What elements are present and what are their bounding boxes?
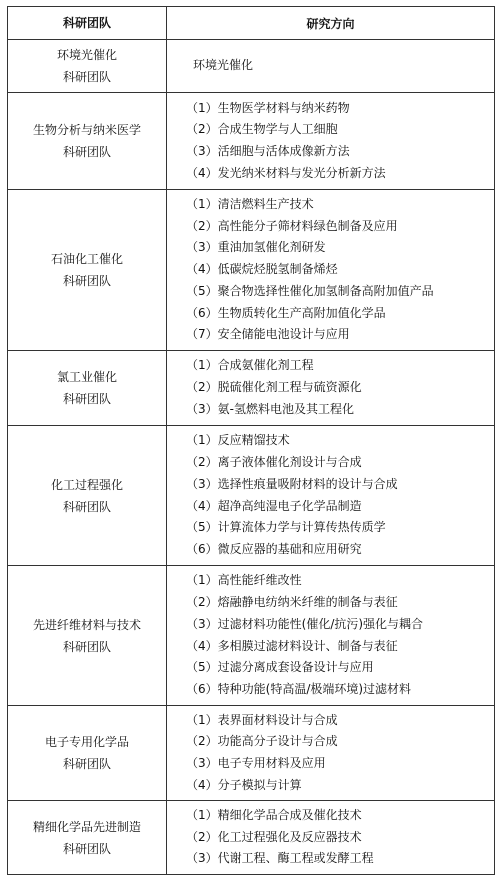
direction-cell [167,190,494,350]
direction-item: （2）合成生物学与人工细胞 [186,122,338,137]
team-name-line: 科研团队 [62,757,111,771]
direction-item: 环境光催化 [193,58,254,73]
team-name-cell [8,706,167,800]
team-name-line: 科研团队 [62,639,111,654]
direction-item: （2）化工过程强化及反应器技术 [186,829,362,844]
team-name-line: 环境光催化 [56,48,117,62]
direction-item: （4）多相膜过滤材料设计、制备与表征 [186,638,398,653]
direction-cell [167,706,494,800]
direction-item: （4）超净高纯湿电子化学品制造 [186,498,362,513]
direction-cell [167,93,494,189]
direction-item: （5）聚合物选择性催化加氢制备高附加值产品 [186,283,434,298]
table-row [8,425,494,565]
direction-item: （2）离子液体催化剂设计与合成 [186,455,362,470]
direction-item: （1）合成氨催化剂工程 [186,358,314,373]
team-name-line: 电子专用化学品 [44,735,129,749]
direction-item: （1）清洁燃料生产技术 [186,197,314,212]
direction-item: （4）分子模拟与计算 [186,777,302,792]
direction-item: （1）生物医学材料与纳米药物 [186,100,350,115]
team-name-cell [8,190,167,350]
team-name-line: 科研团队 [62,274,111,288]
header-direction: 研究方向 [306,16,355,31]
direction-item: （6）生物质转化生产高附加值化学品 [186,305,386,320]
direction-item: （6）特种功能(特高温/极端环境)过滤材料 [186,681,412,696]
table-row [8,92,494,189]
direction-item: （3）选择性痕量吸附材料的设计与合成 [186,476,398,491]
team-name-cell [8,351,167,425]
table-row [8,705,494,800]
team-name-line: 科研团队 [62,70,111,84]
direction-item: （5）计算流体力学与计算传热传质学 [186,520,386,535]
direction-item: （3）活细胞与活体成像新方法 [186,144,350,158]
team-name-cell [8,40,167,92]
direction-item: （4）低碳烷烃脱氢制备烯烃 [186,262,338,277]
table-row [8,39,494,92]
team-name-line: 科研团队 [62,392,111,406]
team-name-cell [8,801,167,874]
team-name-line: 化工过程强化 [50,477,123,492]
direction-item: （3）代谢工程、酶工程或发酵工程 [186,851,374,866]
direction-cell [167,40,494,92]
table-row [8,800,494,874]
direction-item: （1）精细化学品合成及催化技术 [186,807,362,822]
direction-item: （3）氨-氢燃料电池及其工程化 [186,401,354,416]
direction-item: （2）功能高分子设计与合成 [186,734,338,749]
direction-item: （2）脱硫催化剂工程与硫资源化 [186,380,362,395]
team-name-line: 氯工业催化 [56,370,117,384]
direction-item: （6）微反应器的基础和应用研究 [186,541,362,556]
team-name-line: 石油化工催化 [50,252,123,266]
direction-cell [167,426,494,565]
direction-item: （3）过滤材料功能性(催化/抗污)强化与耦合 [186,616,424,631]
table-row [8,189,494,350]
direction-item: （1）表界面材料设计与合成 [186,712,338,727]
team-name-line: 科研团队 [62,841,111,856]
team-name-cell [8,426,167,565]
direction-item: （3）电子专用材料及应用 [186,756,326,770]
direction-item: （7）安全储能电池设计与应用 [186,327,350,342]
team-name-cell [8,93,167,189]
direction-item: （5）过滤分离成套设备设计与应用 [186,660,374,675]
team-name-cell [8,566,167,705]
team-name-line: 精细化学品先进制造 [32,819,141,834]
table-row [8,350,494,425]
team-name-line: 生物分析与纳米医学 [32,123,141,137]
team-name-line: 科研团队 [62,499,111,514]
direction-cell [167,351,494,425]
team-name-line: 科研团队 [62,145,111,159]
header-team: 科研团队 [8,7,167,39]
direction-item: （3）重油加氢催化剂研发 [186,240,326,255]
table-row [8,565,494,705]
direction-item: （1）反应精馏技术 [186,433,290,448]
direction-item: （2）熔融静电纺纳米纤维的制备与表征 [186,595,398,610]
direction-cell [167,801,494,874]
direction-item: （4）发光纳米材料与发光分析新方法 [186,165,386,180]
direction-item: （2）高性能分子筛材料绿色制备及应用 [186,218,398,233]
direction-item: （1）高性能纤维改性 [186,573,302,588]
team-name-line: 先进纤维材料与技术 [32,617,141,632]
research-team-table [7,6,495,875]
direction-cell [167,566,494,705]
table-header [8,7,494,39]
